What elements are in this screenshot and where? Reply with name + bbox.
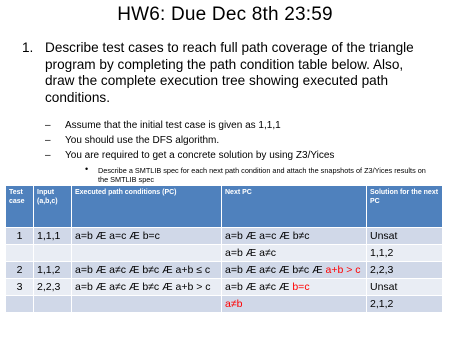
dash-bullet-icon: – <box>45 150 51 161</box>
cell-test-case <box>6 245 34 262</box>
dash-bullet-icon: – <box>45 135 51 146</box>
sub-sub-bullet-text: Describe a SMTLIB spec for each next path condition and attach the snapshots of Z3/Yices results on the SMTLIB spec <box>98 166 426 184</box>
cell-next-pc <box>222 279 367 296</box>
cell-executed-pc <box>72 296 222 313</box>
dot-bullet-icon: • <box>85 164 89 174</box>
next-pc-text: a≠b <box>225 298 243 310</box>
header-solution: Solution for the next PC <box>367 186 443 228</box>
next-pc-text: a=b Æ a=c Æ b≠c <box>225 230 310 242</box>
sub-bullet-text: You should use the DFS algorithm. <box>65 135 220 146</box>
table-row <box>6 279 443 296</box>
path-condition-table <box>5 185 443 313</box>
cell-solution: 1,1,2 <box>367 245 443 262</box>
cell-next-pc <box>222 262 367 279</box>
next-pc-text: a=b Æ a≠c Æ <box>225 281 293 293</box>
cell-test-case: 3 <box>6 279 34 296</box>
header-test-case: Test case <box>6 186 34 228</box>
cell-solution: Unsat <box>367 228 443 245</box>
item-number: 1. <box>22 40 34 55</box>
sub-bullet-2 <box>45 135 220 147</box>
sub-bullet-3 <box>45 150 335 162</box>
sub-bullet-text: Assume that the initial test case is given as 1,1,1 <box>65 120 281 131</box>
next-pc-negated-term: b=c <box>292 281 310 293</box>
table-header-row <box>6 186 443 228</box>
table-row <box>6 262 443 279</box>
cell-executed-pc: a=b Æ a≠c Æ b≠c Æ a+b > c <box>72 279 222 296</box>
table-row <box>6 228 443 245</box>
cell-test-case <box>6 296 34 313</box>
header-input: Input (a,b,c) <box>34 186 72 228</box>
cell-input <box>34 296 72 313</box>
cell-input <box>34 245 72 262</box>
sub-sub-bullet <box>85 164 428 184</box>
numbered-item-1 <box>22 40 426 106</box>
next-pc-text: a=b Æ a≠c <box>225 247 276 259</box>
table-row <box>6 245 443 262</box>
sub-bullet-text: You are required to get a concrete solution by using Z3/Yices <box>65 150 335 161</box>
cell-solution: 2,1,2 <box>367 296 443 313</box>
cell-next-pc <box>222 296 367 313</box>
slide-title: HW6: Due Dec 8th 23:59 <box>117 4 333 25</box>
item-text: Describe test cases to reach full path coverage of the triangle program by completing the path condition table below. Also, draw the complete execution tree showing executed path conditions. <box>45 40 414 105</box>
next-pc-text: a=b Æ a≠c Æ b≠c Æ <box>225 264 326 276</box>
cell-executed-pc: a=b Æ a=c Æ b=c <box>72 228 222 245</box>
header-next-pc: Next PC <box>222 186 367 228</box>
cell-executed-pc: a=b Æ a≠c Æ b≠c Æ a+b ≤ c <box>72 262 222 279</box>
cell-test-case: 1 <box>6 228 34 245</box>
cell-input: 2,2,3 <box>34 279 72 296</box>
cell-next-pc <box>222 245 367 262</box>
sub-bullet-1 <box>45 120 281 132</box>
table-row <box>6 296 443 313</box>
cell-input: 1,1,1 <box>34 228 72 245</box>
header-executed-pc: Executed path conditions (PC) <box>72 186 222 228</box>
cell-next-pc <box>222 228 367 245</box>
next-pc-negated-term: a+b > c <box>325 264 361 276</box>
dash-bullet-icon: – <box>45 120 51 131</box>
cell-test-case: 2 <box>6 262 34 279</box>
cell-executed-pc <box>72 245 222 262</box>
cell-solution: 2,2,3 <box>367 262 443 279</box>
cell-solution: Unsat <box>367 279 443 296</box>
cell-input: 1,1,2 <box>34 262 72 279</box>
